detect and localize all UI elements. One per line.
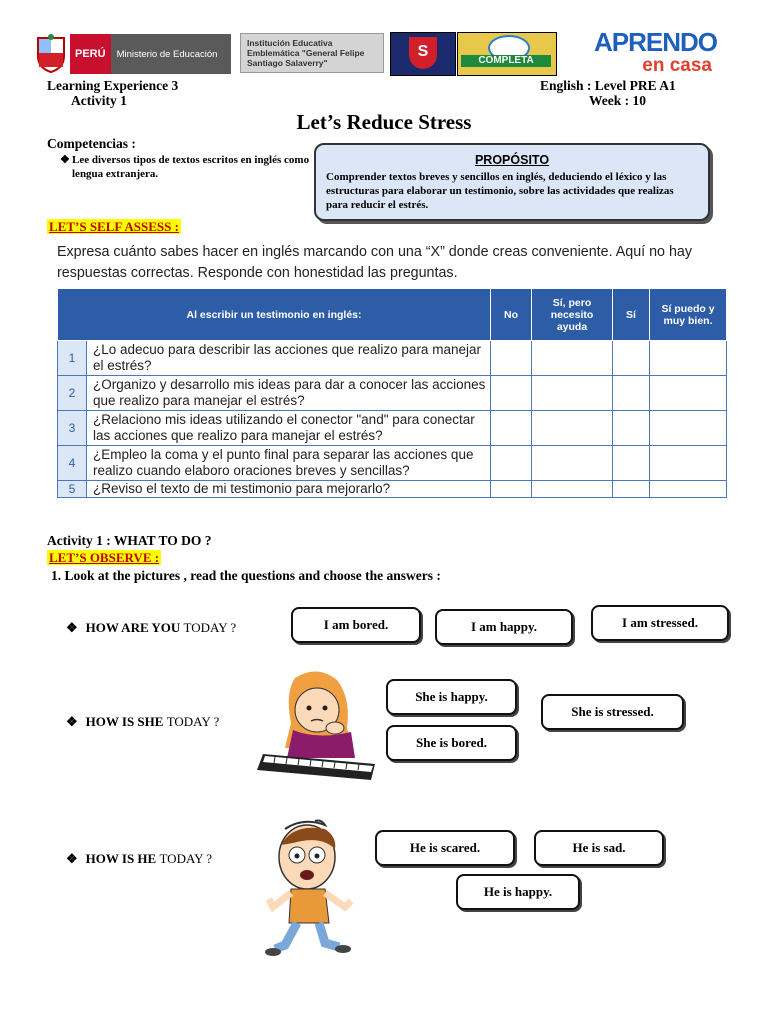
question-bold: HOW IS SHE	[85, 714, 167, 729]
peru-label: PERÚ	[70, 34, 111, 74]
diamond-bullet-icon: ❖	[60, 154, 70, 166]
ministerio-label: Ministerio de Educación	[111, 34, 231, 74]
row-number: 4	[58, 446, 87, 481]
competencias-item	[60, 153, 310, 181]
header-statement: Al escribir un testimonio en inglés:	[58, 289, 491, 341]
activity1-instruction: 1. Look at the pictures , read the questions and choose the answers :	[51, 568, 441, 583]
shield-icon: S	[409, 37, 437, 69]
self-assess-label: LET’S SELF ASSESS :	[49, 219, 179, 234]
en-casa-label: en casa	[642, 55, 712, 76]
row-number: 5	[58, 481, 87, 498]
diamond-bullet-icon: ❖	[66, 620, 78, 635]
answer-i-am-bored[interactable]: I am bored.	[291, 607, 421, 643]
week-number: Week : 10	[589, 93, 646, 108]
mark-cell-no[interactable]	[491, 446, 532, 481]
row-statement: ¿Lo adecuo para describir las acciones que realizo para manejar el estrés?	[87, 341, 491, 376]
mark-cell-si[interactable]	[613, 411, 650, 446]
row-statement: ¿Relaciono mis ideas utilizando el conector "and" para conectar las acciones que realizo para manejar el estrés?	[87, 411, 491, 446]
mark-cell-no[interactable]	[491, 411, 532, 446]
page-title: Let’s Reduce Stress	[296, 110, 472, 134]
header-no: No	[491, 289, 532, 341]
diamond-bullet-icon: ❖	[66, 714, 78, 729]
completa-logo	[457, 32, 557, 76]
row-statement: ¿Empleo la coma y el punto final para separar las acciones que realizo cuando elaboro oraciones breves y sencillas?	[87, 446, 491, 481]
question-you	[66, 620, 236, 636]
proposito-title: PROPÓSITO	[474, 153, 550, 167]
mark-cell-si-ayuda[interactable]	[532, 341, 613, 376]
table-row	[58, 341, 727, 376]
institution-logo: Institución Educativa Emblemática "General Felipe Santiago Salaverry"	[240, 33, 384, 73]
answer-he-is-happy[interactable]: He is happy.	[456, 874, 580, 910]
learning-experience: Learning Experience 3	[47, 78, 179, 93]
answer-she-is-bored[interactable]: She is bored.	[386, 725, 517, 761]
question-normal: TODAY ?	[183, 620, 237, 635]
competencias-text: Lee diversos tipos de textos escritos en inglés como lengua extranjera.	[72, 154, 310, 180]
question-bold: HOW ARE YOU	[85, 620, 184, 635]
row-statement: ¿Organizo y desarrollo mis ideas para dar a conocer las acciones que realizo para manejar el estrés?	[87, 376, 491, 411]
answer-i-am-happy[interactable]: I am happy.	[435, 609, 573, 645]
minedu-logo	[34, 33, 234, 75]
table-row	[58, 376, 727, 411]
peru-coat-of-arms-icon	[34, 34, 68, 74]
self-assess-table	[57, 288, 727, 498]
table-row	[58, 481, 727, 498]
question-he	[66, 851, 212, 867]
table-row	[58, 411, 727, 446]
bored-girl-piano-illustration	[255, 668, 385, 792]
mark-cell-si-ayuda[interactable]	[532, 411, 613, 446]
row-number: 2	[58, 376, 87, 411]
mark-cell-muy-bien[interactable]	[650, 481, 727, 498]
header-si-ayuda: Sí, pero necesito ayuda	[532, 289, 613, 341]
scared-boy-illustration	[263, 815, 359, 960]
answer-he-is-sad[interactable]: He is sad.	[534, 830, 664, 866]
self-assess-instruction: Expresa cuánto sabes hacer en inglés marcando con una “X” donde creas conveniente. Aquí no hay respuestas correctas. Responde con honestidad las preguntas.	[57, 244, 693, 281]
table-row	[58, 446, 727, 481]
activity-number: Activity 1	[71, 93, 127, 108]
mark-cell-no[interactable]	[491, 376, 532, 411]
mark-cell-muy-bien[interactable]	[650, 376, 727, 411]
row-number: 3	[58, 411, 87, 446]
proposito-text: Comprender textos breves y sencillos en inglés, deduciendo el léxico y las estructuras para elaborar un testimonio, sobre las actividades que realizas para reducir el estrés.	[326, 171, 674, 211]
aprendo-en-casa-logo	[594, 28, 718, 78]
question-normal: TODAY ?	[159, 851, 213, 866]
row-statement: ¿Reviso el texto de mi testimonio para mejorarlo?	[87, 481, 491, 498]
school-shield-logo	[390, 32, 456, 76]
question-normal: TODAY ?	[166, 714, 220, 729]
diamond-bullet-icon: ❖	[66, 851, 78, 866]
question-she	[66, 714, 219, 730]
self-assess-label-wrap	[47, 218, 181, 236]
mark-cell-si-ayuda[interactable]	[532, 481, 613, 498]
header-si: Sí	[613, 289, 650, 341]
proposito-box	[314, 143, 710, 221]
aprendo-label: APRENDO	[594, 27, 718, 57]
mark-cell-muy-bien[interactable]	[650, 341, 727, 376]
mark-cell-no[interactable]	[491, 341, 532, 376]
answer-i-am-stressed[interactable]: I am stressed.	[591, 605, 729, 641]
mark-cell-si[interactable]	[613, 376, 650, 411]
answer-she-is-happy[interactable]: She is happy.	[386, 679, 517, 715]
mark-cell-no[interactable]	[491, 481, 532, 498]
mark-cell-si-ayuda[interactable]	[532, 376, 613, 411]
completa-label: COMPLETA	[461, 55, 551, 67]
table-header-row	[58, 289, 727, 341]
observe-label: LET’S OBSERVE :	[49, 550, 160, 565]
question-bold: HOW IS HE	[85, 851, 160, 866]
activity1-title: Activity 1 : WHAT TO DO ?	[47, 533, 212, 548]
answer-she-is-stressed[interactable]: She is stressed.	[541, 694, 684, 730]
mark-cell-si[interactable]	[613, 446, 650, 481]
mark-cell-si[interactable]	[613, 341, 650, 376]
mark-cell-si[interactable]	[613, 481, 650, 498]
mark-cell-si-ayuda[interactable]	[532, 446, 613, 481]
mark-cell-muy-bien[interactable]	[650, 446, 727, 481]
mark-cell-muy-bien[interactable]	[650, 411, 727, 446]
english-level: English : Level PRE A1	[540, 78, 676, 93]
header-muy-bien: Sí puedo y muy bien.	[650, 289, 727, 341]
answer-he-is-scared[interactable]: He is scared.	[375, 830, 515, 866]
row-number: 1	[58, 341, 87, 376]
competencias-title: Competencias :	[47, 136, 136, 151]
observe-label-wrap	[47, 549, 161, 567]
